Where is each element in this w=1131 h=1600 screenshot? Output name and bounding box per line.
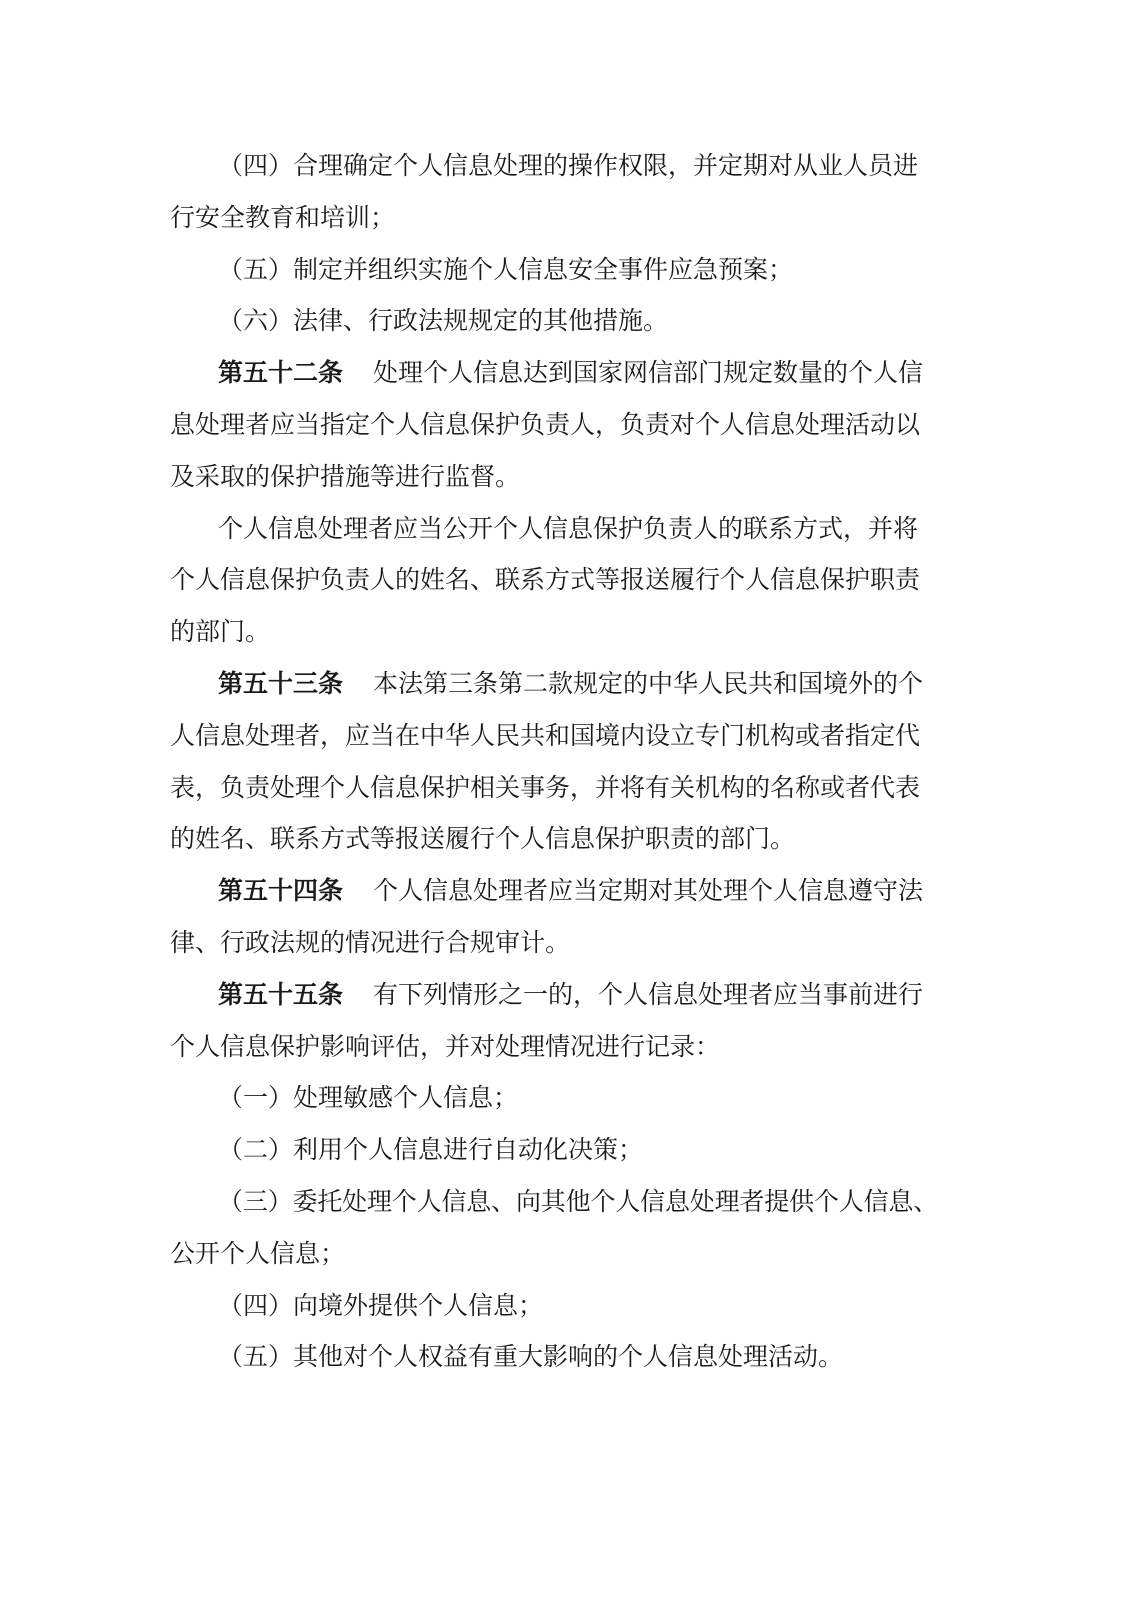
text-line: （三）委托处理个人信息、向其他个人信息处理者提供个人信息、 [218, 1186, 939, 1216]
article-54-first-line: 第五十四条 个人信息处理者应当定期对其处理个人信息遵守法 [218, 876, 924, 906]
text-line: 息处理者应当指定个人信息保护负责人，负责对个人信息处理活动以 [170, 409, 921, 439]
text-line: （二）利用个人信息进行自动化决策； [218, 1135, 644, 1165]
article-heading: 第五十三条 [218, 668, 344, 698]
text-line: 的部门。 [170, 617, 271, 647]
text-line: 的姓名、联系方式等报送履行个人信息保护职责的部门。 [170, 824, 796, 854]
text-line: 律、行政法规的情况进行合规审计。 [170, 927, 571, 957]
text-line: （一）处理敏感个人信息； [218, 1083, 519, 1113]
article-55-first-line: 第五十五条 有下列情形之一的，个人信息处理者应当事前进行 [218, 979, 924, 1009]
text-line: （四）向境外提供个人信息； [218, 1290, 544, 1320]
text-line: （五）制定并组织实施个人信息安全事件应急预案； [218, 254, 794, 284]
text-line: 个人信息保护负责人的姓名、联系方式等报送履行个人信息保护职责 [170, 565, 921, 595]
text-line: 人信息处理者，应当在中华人民共和国境内设立专门机构或者指定代 [170, 720, 921, 750]
article-heading: 第五十五条 [218, 979, 344, 1009]
text-line: （六）法律、行政法规规定的其他措施。 [218, 306, 669, 336]
text-line: （四）合理确定个人信息处理的操作权限，并定期对从业人员进 [218, 151, 919, 180]
article-heading: 第五十二条 [218, 358, 344, 388]
document-body [170, 140, 938, 1383]
text-line: 个人信息处理者应当公开个人信息保护负责人的联系方式，并将 [218, 513, 919, 543]
article-53-first-line: 第五十三条 本法第三条第二款规定的中华人民共和国境外的个 [218, 668, 924, 698]
text-line: 及采取的保护措施等进行监督。 [170, 461, 521, 491]
text-line: 公开个人信息； [170, 1238, 346, 1268]
text-line: （五）其他对个人权益有重大影响的个人信息处理活动。 [218, 1342, 844, 1372]
text-line: 个人信息保护影响评估，并对处理情况进行记录： [170, 1031, 721, 1061]
text-line: 表，负责处理个人信息保护相关事务，并将有关机构的名称或者代表 [170, 772, 921, 802]
article-heading: 第五十四条 [218, 876, 344, 906]
article-52-first-line: 第五十二条 处理个人信息达到国家网信部门规定数量的个人信 [218, 358, 924, 388]
text-line: 行安全教育和培训； [170, 202, 396, 232]
